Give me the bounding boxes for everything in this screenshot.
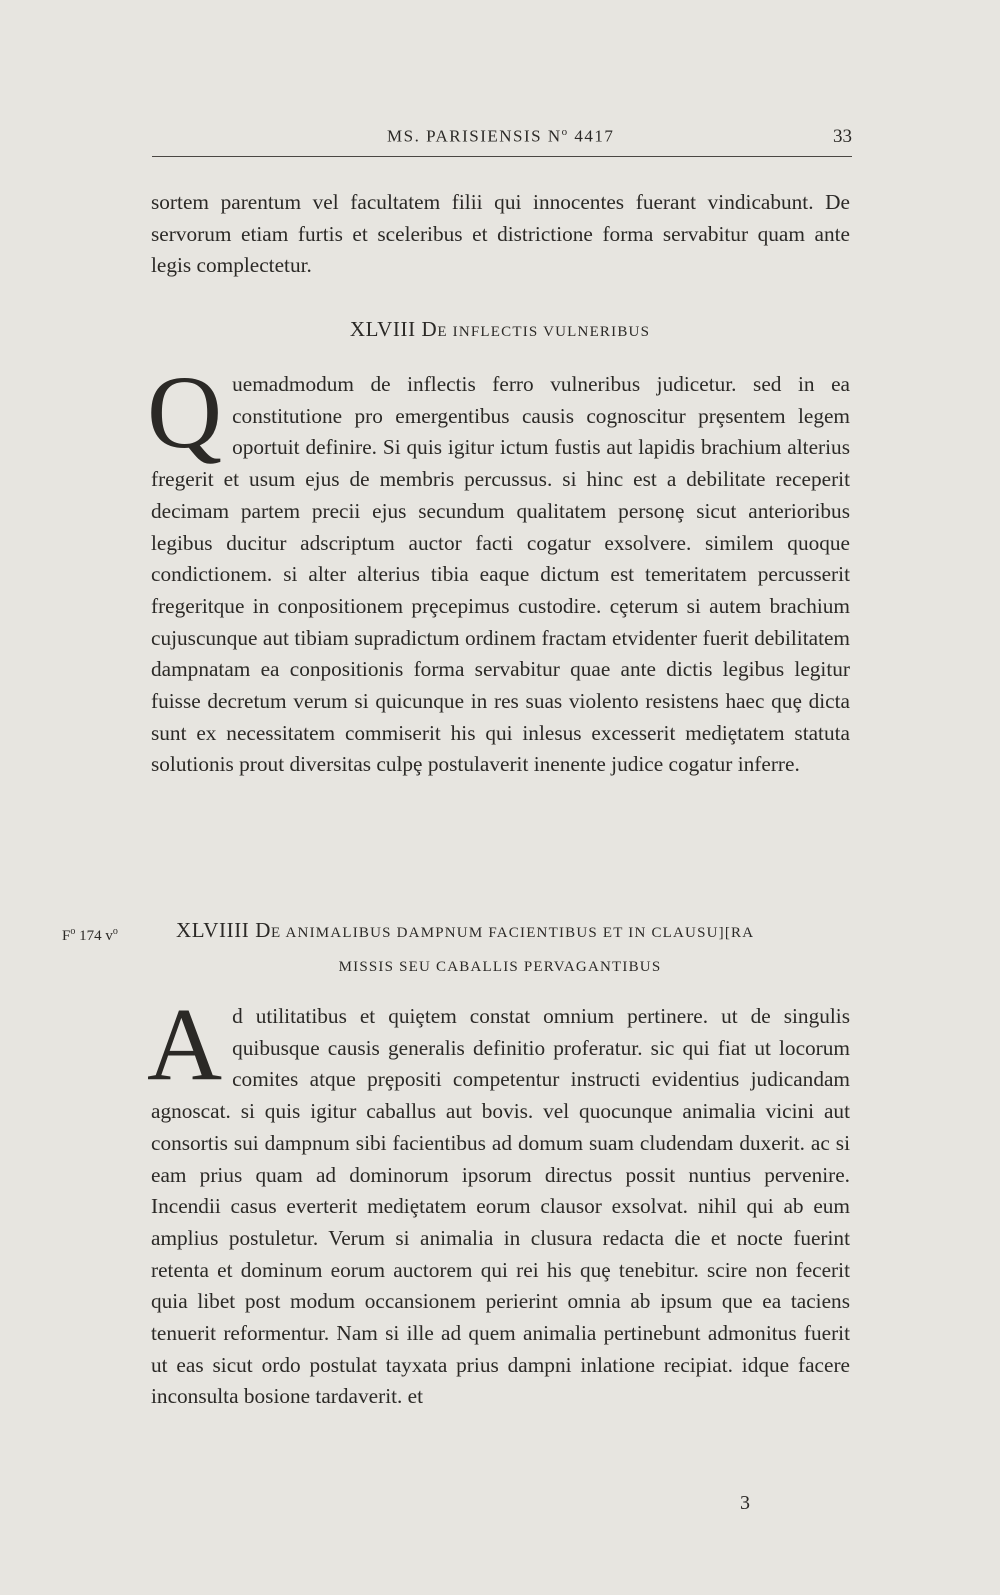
header-rule bbox=[152, 156, 852, 157]
manuscript-title: MS. PARISIENSIS $N^o$ 4417 bbox=[387, 126, 615, 146]
running-header bbox=[152, 126, 852, 152]
page-number: 33 bbox=[833, 126, 852, 147]
opening-paragraph: sortem parentum vel facultatem filii qui innocentes fuerant vindicabunt. De servorum etiam furtis et sceleribus et districtione forma servabitur quam ante legis complectetur. bbox=[151, 190, 850, 278]
chapter-48-heading: XLVIII DE INFLECTIS VULNERIBUS bbox=[349, 317, 651, 341]
chapter-49-text: d utilitatibus et quiȩtem constat omnium pertinere. ut de singulis quibusque causis generalis definitio proferatur. sic qui fiat ut locorum comites atque prȩpositi competentur instructi evidentius judicandam agnoscat. si quis igitur caballus aut bovis. vel quocunque animalia vicini aut consortis sui dampnum sibi facientibus ad domum suam cludendam duxerit. ac si eam prius quam ad dominorum ipsorum directus possit nuntius pervenire. Incendii casus everterit mediȩtatem eorum clausor exsolvat. nihil qui ab eum amplius postuletur. Verum si animalia in clusura redacta die et nocte fuerint retenta et dominum eorum auctorem qui rei his quȩ tenebitur. scire non fecerit quia libet post modum occansionem perierint omnia ab ipsum que ea taciens tenuerit reformentur. Nam si ille ad quem animalia pertinebunt admonitus fuerit ut eas sicut ordo postulat tayxata prius dampni inlatione recipiat. idque facere inconsulta bosione tardaverit. et bbox=[151, 1004, 850, 1409]
chapter-49-heading: XLVIIII DE ANIMALIBUS DAMPNUM FACIENTIBUS ET IN CLAUSU][RA bbox=[176, 918, 755, 942]
drop-cap: A bbox=[147, 987, 223, 1102]
signature-mark: 3 bbox=[740, 1492, 750, 1514]
chapter-49-heading-continuation: MISSIS SEU CABALLIS PERVAGANTIBUS bbox=[338, 959, 662, 975]
chapter-49-body bbox=[147, 987, 850, 1413]
chapter-48-text: uemadmodum de inflectis ferro vulneribus judicetur. sed in ea constitutione pro emergentibus causis cognoscitur prȩsentem legem oportuit definire. Si quis igitur ictum fustis aut lapidis brachium alterius fregerit et usum ejus de membris percussus. si hinc est a debilitate receperit decimam partem precii ejus secundum qualitatem personȩ sicut anterioribus legibus ducitur adscriptum auctor facti cogatur exsolvere. similem quoque condictionem. si alter alterius tibia eaque dictum est temeritatem percusserit fregeritque in conpositionem prȩcepimus custodire. cȩterum si autem brachium cujuscunque aut tibiam supradictum ordinem fractam etvidenter fuerit debilitatem dampnatam ea conpositionis forma servabitur quae ante dictis legibus legitur fuisse decretum verum si quicunque in res suas violento resistens haec quȩ dicta sunt ex necessitatem commiserit his qui inlesus excesserit mediȩtatem statuta solutionis prout diversitas culpȩ postulaverit inenente judice cogatur inferre. bbox=[151, 372, 850, 777]
chapter-48-body bbox=[147, 355, 850, 781]
folio-margin-note: $F^o$ 174 $v^o$ bbox=[62, 926, 118, 944]
drop-cap: Q bbox=[147, 355, 223, 470]
